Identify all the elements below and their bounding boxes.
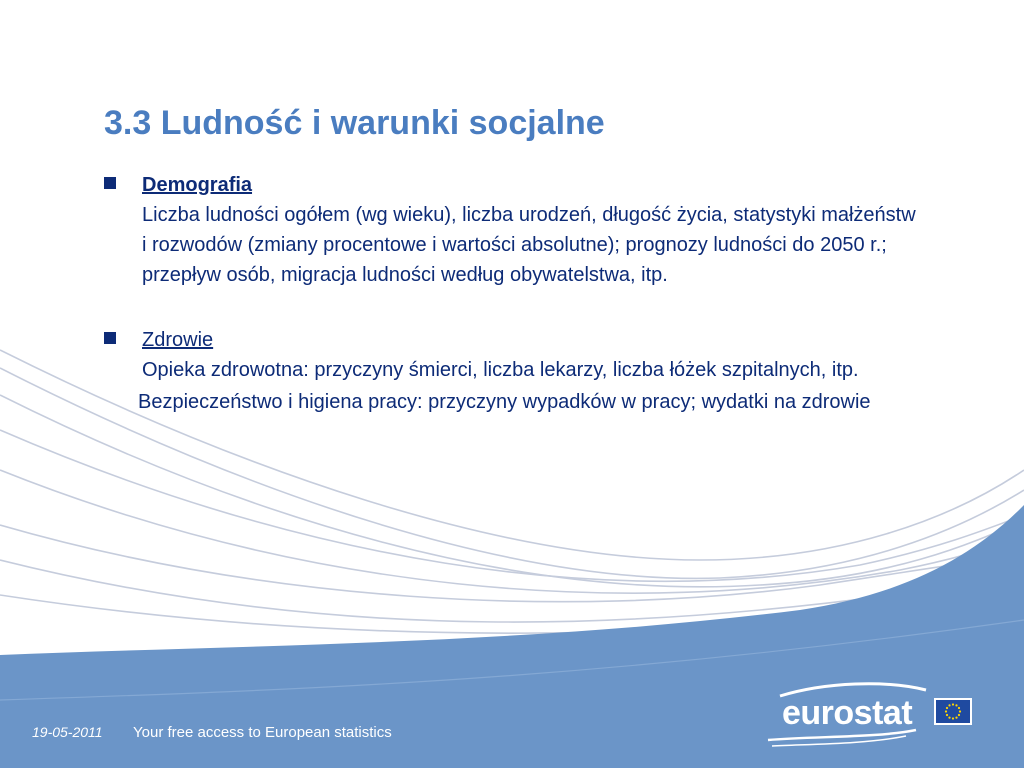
footer-date: 19-05-2011 bbox=[32, 724, 103, 740]
footer-tagline: Your free access to European statistics bbox=[133, 724, 392, 741]
bullet-demografia bbox=[104, 170, 924, 290]
bullet-zdrowie bbox=[104, 325, 924, 385]
zdrowie-extra-description: Bezpieczeństwo i higiena pracy: przyczyny wypadków w pracy; wydatki na zdrowie bbox=[138, 391, 871, 413]
slide-content bbox=[104, 170, 924, 417]
eurostat-logo bbox=[766, 678, 976, 750]
bullet-square-icon bbox=[104, 332, 116, 344]
demografia-description: Liczba ludności ogółem (wg wieku), liczba urodzeń, długość życia, statystyki małżeństw i rozwodów (zmiany procentowe i wartości absolutne); prognozy ludności do 2050 r.; przepływ osób, migracja ludności według obywatelstwa, itp. bbox=[142, 204, 916, 286]
slide-title: 3.3 Ludność i warunki socjalne bbox=[104, 104, 605, 142]
eu-flag-icon bbox=[934, 698, 972, 725]
demografia-link[interactable]: Demografia bbox=[142, 174, 253, 196]
zdrowie-description: Opieka zdrowotna: przyczyny śmierci, liczba lekarzy, liczba łóżek szpitalnych, itp. bbox=[142, 359, 859, 381]
bullet-square-icon bbox=[104, 177, 116, 189]
logo-text: eurostat bbox=[782, 694, 913, 732]
zdrowie-link[interactable]: Zdrowie bbox=[142, 329, 214, 351]
